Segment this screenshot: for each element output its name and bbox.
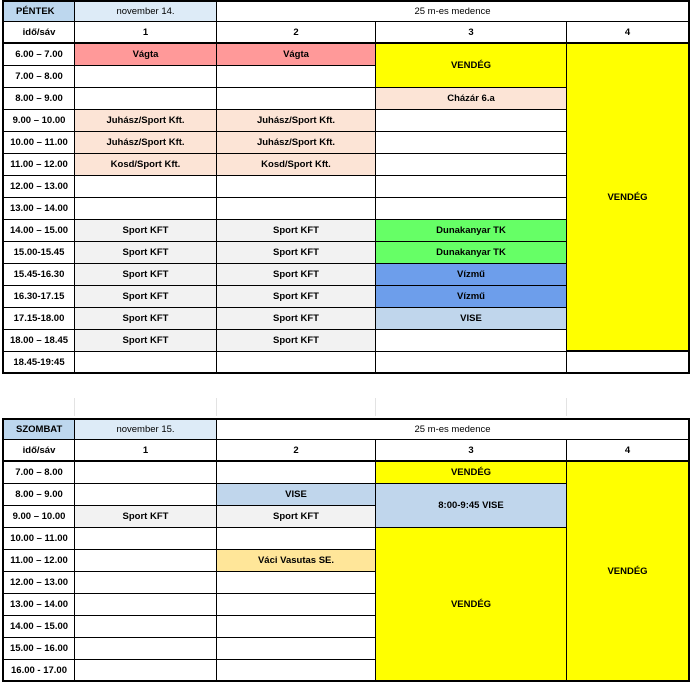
- lane-2-slot: [217, 352, 376, 374]
- time-slot: 16.30-17.15: [2, 286, 75, 308]
- time-slot: 14.00 – 15.00: [2, 616, 75, 638]
- lane-2-slot: Sport KFT: [217, 264, 376, 286]
- lane-3-slot: VENDÉG: [376, 462, 567, 484]
- lane-1-slot: [75, 198, 217, 220]
- lane-2-slot: [217, 66, 376, 88]
- lane-3-slot: VISE: [376, 308, 567, 330]
- lane-4-slot: [567, 352, 690, 374]
- time-slot: 18.45-19:45: [2, 352, 75, 374]
- time-slot: 13.00 – 14.00: [2, 198, 75, 220]
- lane-3-slot: Dunakanyar TK: [376, 220, 567, 242]
- date-label: november 14.: [75, 0, 217, 22]
- lane-3-slot: [376, 132, 567, 154]
- lane-1-slot: [75, 638, 217, 660]
- time-slot: 17.15-18.00: [2, 308, 75, 330]
- lane-header-3: 3: [376, 440, 567, 462]
- lane-4-guest-block: VENDÉG: [567, 44, 690, 352]
- lane-1-slot: Kosd/Sport Kft.: [75, 154, 217, 176]
- lane-1-slot: Juhász/Sport Kft.: [75, 110, 217, 132]
- lane-2-slot: Juhász/Sport Kft.: [217, 110, 376, 132]
- lane-1-slot: Vágta: [75, 44, 217, 66]
- lane-1-slot: [75, 66, 217, 88]
- time-slot: 15.00 – 16.00: [2, 638, 75, 660]
- time-slot: 6.00 – 7.00: [2, 44, 75, 66]
- time-header: idő/sáv: [2, 22, 75, 44]
- lane-3-slot: [376, 330, 567, 352]
- time-header: idő/sáv: [2, 440, 75, 462]
- time-slot: 16.00 - 17.00: [2, 660, 75, 682]
- lane-3-slot: Vízmű: [376, 286, 567, 308]
- lane-2-slot: Juhász/Sport Kft.: [217, 132, 376, 154]
- lane-header-1: 1: [75, 22, 217, 44]
- lane-3-slot: [376, 352, 567, 374]
- lane-3-slot: [376, 110, 567, 132]
- time-slot: 9.00 – 10.00: [2, 110, 75, 132]
- lane-2-slot: [217, 638, 376, 660]
- lane-1-slot: [75, 484, 217, 506]
- lane-1-slot: Sport KFT: [75, 264, 217, 286]
- time-slot: 18.00 – 18.45: [2, 330, 75, 352]
- lane-2-slot: [217, 572, 376, 594]
- lane-1-slot: Sport KFT: [75, 308, 217, 330]
- lane-header-1: 1: [75, 440, 217, 462]
- lane-1-slot: Sport KFT: [75, 506, 217, 528]
- lane-3-guest-block: VENDÉG: [376, 44, 567, 88]
- lane-2-slot: [217, 88, 376, 110]
- day-label: PÉNTEK: [2, 0, 75, 22]
- lane-1-slot: Juhász/Sport Kft.: [75, 132, 217, 154]
- time-slot: 13.00 – 14.00: [2, 594, 75, 616]
- lane-1-slot: [75, 572, 217, 594]
- time-slot: 15.00-15.45: [2, 242, 75, 264]
- lane-1-slot: [75, 176, 217, 198]
- lane-2-slot: Sport KFT: [217, 220, 376, 242]
- lane-3-slot: [376, 198, 567, 220]
- time-slot: 8.00 – 9.00: [2, 484, 75, 506]
- lane-3-slot: Dunakanyar TK: [376, 242, 567, 264]
- lane-2-slot: Sport KFT: [217, 242, 376, 264]
- lane-2-slot: [217, 528, 376, 550]
- gap-gridline: [74, 398, 75, 416]
- lane-1-slot: [75, 660, 217, 682]
- lane-2-slot: [217, 660, 376, 682]
- lane-header-2: 2: [217, 22, 376, 44]
- lane-2-slot: VISE: [217, 484, 376, 506]
- lane-2-slot: [217, 462, 376, 484]
- time-slot: 12.00 – 13.00: [2, 176, 75, 198]
- lane-4-guest-block: VENDÉG: [567, 462, 690, 682]
- lane-3-slot: Vízmű: [376, 264, 567, 286]
- date-label: november 15.: [75, 418, 217, 440]
- lane-1-slot: Sport KFT: [75, 242, 217, 264]
- pool-label: 25 m-es medence: [217, 0, 690, 22]
- time-slot: 11.00 – 12.00: [2, 154, 75, 176]
- time-slot: 10.00 – 11.00: [2, 132, 75, 154]
- lane-1-slot: [75, 616, 217, 638]
- day-label: SZOMBAT: [2, 418, 75, 440]
- time-slot: 15.45-16.30: [2, 264, 75, 286]
- lane-2-slot: Vágta: [217, 44, 376, 66]
- lane-header-3: 3: [376, 22, 567, 44]
- lane-2-slot: Kosd/Sport Kft.: [217, 154, 376, 176]
- lane-header-4: 4: [567, 22, 690, 44]
- lane-2-slot: [217, 616, 376, 638]
- lane-1-slot: [75, 550, 217, 572]
- lane-1-slot: Sport KFT: [75, 220, 217, 242]
- lane-2-slot: [217, 176, 376, 198]
- gap-gridline: [566, 398, 567, 416]
- pool-label: 25 m-es medence: [217, 418, 690, 440]
- lane-1-slot: [75, 352, 217, 374]
- lane-3-slot: [376, 154, 567, 176]
- gap-gridline: [216, 398, 217, 416]
- lane-1-slot: [75, 88, 217, 110]
- lane-header-4: 4: [567, 440, 690, 462]
- time-slot: 7.00 – 8.00: [2, 66, 75, 88]
- time-slot: 12.00 – 13.00: [2, 572, 75, 594]
- lane-3-slot: Cházár 6.a: [376, 88, 567, 110]
- lane-1-slot: [75, 462, 217, 484]
- lane-2-slot: Váci Vasutas SE.: [217, 550, 376, 572]
- time-slot: 8.00 – 9.00: [2, 88, 75, 110]
- time-slot: 7.00 – 8.00: [2, 462, 75, 484]
- lane-header-2: 2: [217, 440, 376, 462]
- lane-1-slot: Sport KFT: [75, 286, 217, 308]
- lane-2-slot: [217, 594, 376, 616]
- lane-3-slot: [376, 176, 567, 198]
- time-slot: 9.00 – 10.00: [2, 506, 75, 528]
- lane-1-slot: Sport KFT: [75, 330, 217, 352]
- lane-1-slot: [75, 594, 217, 616]
- lane-3-vise-block: 8:00-9:45 VISE: [376, 484, 567, 528]
- time-slot: 10.00 – 11.00: [2, 528, 75, 550]
- time-slot: 11.00 – 12.00: [2, 550, 75, 572]
- lane-3-guest-block: VENDÉG: [376, 528, 567, 682]
- lane-1-slot: [75, 528, 217, 550]
- lane-2-slot: [217, 198, 376, 220]
- time-slot: 14.00 – 15.00: [2, 220, 75, 242]
- lane-2-slot: Sport KFT: [217, 308, 376, 330]
- lane-2-slot: Sport KFT: [217, 286, 376, 308]
- lane-2-slot: Sport KFT: [217, 330, 376, 352]
- lane-2-slot: Sport KFT: [217, 506, 376, 528]
- gap-gridline: [375, 398, 376, 416]
